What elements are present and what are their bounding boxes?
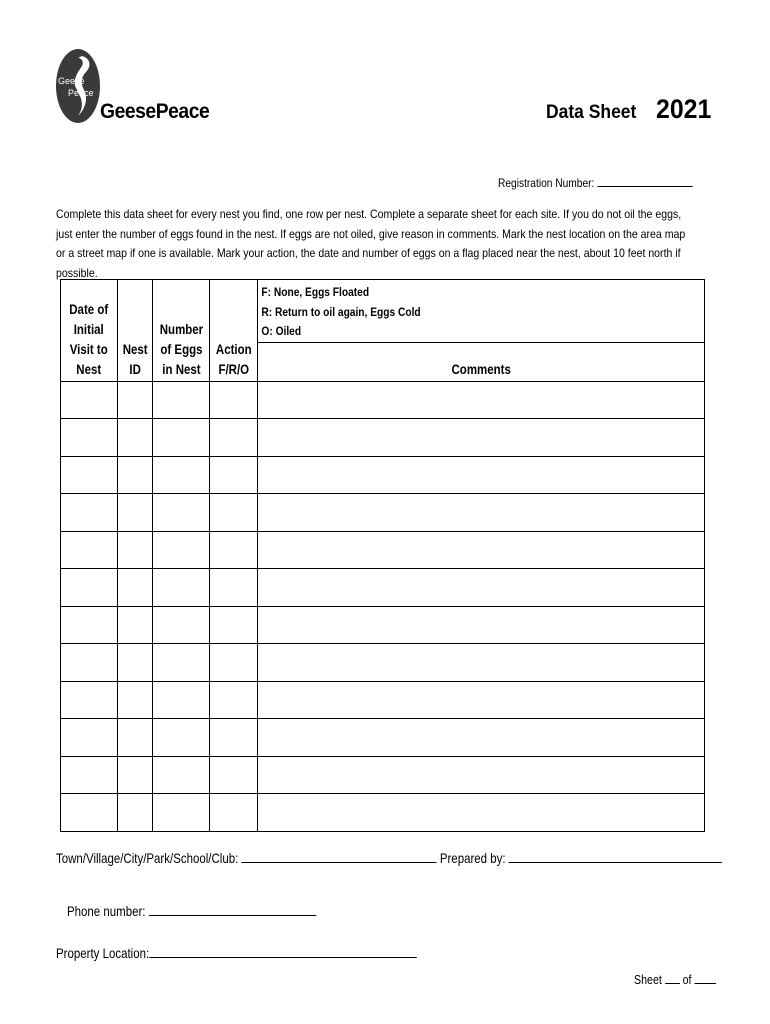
eggs-cell[interactable] <box>153 381 210 419</box>
prepared-label: Prepared by: <box>439 850 506 866</box>
table-row <box>61 756 705 794</box>
property-label: Property Location: <box>56 945 150 961</box>
comments-cell[interactable] <box>258 681 705 719</box>
phone-blank[interactable] <box>149 901 316 916</box>
nest-id-cell[interactable] <box>118 494 153 532</box>
eggs-cell[interactable] <box>153 794 210 832</box>
action-cell[interactable] <box>210 381 258 419</box>
date-cell[interactable] <box>61 569 118 607</box>
legend-o: O: Oiled <box>261 324 302 338</box>
nest-data-table <box>60 279 705 832</box>
table-row <box>61 719 705 757</box>
date-cell[interactable] <box>61 419 118 457</box>
comments-cell[interactable] <box>258 381 705 419</box>
eggs-cell[interactable] <box>153 606 210 644</box>
town-label: Town/Village/City/Park/School/Club: <box>56 850 239 866</box>
page-title: Data Sheet <box>546 102 637 123</box>
eggs-cell[interactable] <box>153 494 210 532</box>
registration-blank[interactable] <box>598 175 693 187</box>
phone-label: Phone number: <box>67 903 146 919</box>
comments-cell[interactable] <box>258 756 705 794</box>
comments-cell[interactable] <box>258 456 705 494</box>
property-blank[interactable] <box>149 943 416 958</box>
date-cell[interactable] <box>61 381 118 419</box>
date-cell[interactable] <box>61 456 118 494</box>
registration-number-field <box>498 175 693 190</box>
eggs-cell[interactable] <box>153 681 210 719</box>
comments-cell[interactable] <box>258 794 705 832</box>
col-header-action: Action F/R/O <box>210 280 258 382</box>
eggs-cell[interactable] <box>153 719 210 757</box>
table-row <box>61 494 705 532</box>
eggs-cell[interactable] <box>153 756 210 794</box>
eggs-cell[interactable] <box>153 456 210 494</box>
col-header-comments: Comments <box>258 342 705 381</box>
comments-cell[interactable] <box>258 644 705 682</box>
prepared-blank[interactable] <box>509 848 722 863</box>
nest-id-cell[interactable] <box>118 756 153 794</box>
nest-id-cell[interactable] <box>118 419 153 457</box>
col-header-eggs: Number of Eggs in Nest <box>153 280 210 382</box>
eggs-cell[interactable] <box>153 569 210 607</box>
action-cell[interactable] <box>210 419 258 457</box>
sheet-number-blank[interactable] <box>665 971 680 984</box>
legend-f: F: None, Eggs Floated <box>261 285 370 299</box>
table-row <box>61 606 705 644</box>
date-cell[interactable] <box>61 494 118 532</box>
table-row <box>61 569 705 607</box>
nest-id-cell[interactable] <box>118 681 153 719</box>
table-row <box>61 419 705 457</box>
sheet-counter <box>634 971 716 987</box>
table-row <box>61 381 705 419</box>
sheet-total-blank[interactable] <box>694 971 715 984</box>
brand-name: GeesePeace <box>100 100 210 123</box>
action-cell[interactable] <box>210 569 258 607</box>
date-cell[interactable] <box>61 794 118 832</box>
comments-cell[interactable] <box>258 531 705 569</box>
action-cell[interactable] <box>210 756 258 794</box>
col-header-nest-id: Nest ID <box>118 280 153 382</box>
action-cell[interactable] <box>210 606 258 644</box>
date-cell[interactable] <box>61 756 118 794</box>
logo-text-top: Geese <box>58 76 85 86</box>
nest-id-cell[interactable] <box>118 719 153 757</box>
action-cell[interactable] <box>210 719 258 757</box>
geesepeace-logo <box>56 48 100 124</box>
nest-id-cell[interactable] <box>118 456 153 494</box>
action-cell[interactable] <box>210 644 258 682</box>
col-header-date: Date of Initial Visit to Nest <box>61 280 118 382</box>
table-row <box>61 644 705 682</box>
eggs-cell[interactable] <box>153 531 210 569</box>
eggs-cell[interactable] <box>153 419 210 457</box>
table-row <box>61 681 705 719</box>
table-row <box>61 456 705 494</box>
date-cell[interactable] <box>61 644 118 682</box>
action-cell[interactable] <box>210 794 258 832</box>
property-field <box>56 943 416 961</box>
instructions: Complete this data sheet for every nest you find, one row per nest. Complete a separate sheet for each site. If you do not oil the eggs, just enter the number of eggs found in the nest. If eggs are not oiled, give reason in comments. Mark the nest location on the area map or a street map if one is available. Mark your action, the date and number of eggs on a flag placed near the nest, about 10 feet north if possible. <box>56 207 686 280</box>
comments-cell[interactable] <box>258 419 705 457</box>
nest-id-cell[interactable] <box>118 644 153 682</box>
year: 2021 <box>656 94 712 124</box>
table-row <box>61 794 705 832</box>
comments-cell[interactable] <box>258 494 705 532</box>
action-legend <box>258 280 705 343</box>
date-cell[interactable] <box>61 719 118 757</box>
of-label: of <box>682 972 692 987</box>
nest-id-cell[interactable] <box>118 531 153 569</box>
legend-r: R: Return to oil again, Eggs Cold <box>261 304 421 319</box>
comments-cell[interactable] <box>258 719 705 757</box>
town-blank[interactable] <box>241 848 436 863</box>
eggs-cell[interactable] <box>153 644 210 682</box>
phone-field <box>67 901 316 919</box>
nest-id-cell[interactable] <box>118 794 153 832</box>
action-cell[interactable] <box>210 681 258 719</box>
logo-text-bottom: Peace <box>68 88 94 98</box>
nest-id-cell[interactable] <box>118 381 153 419</box>
date-cell[interactable] <box>61 681 118 719</box>
sheet-label: Sheet <box>634 972 662 987</box>
date-cell[interactable] <box>61 606 118 644</box>
date-cell[interactable] <box>61 531 118 569</box>
nest-id-cell[interactable] <box>118 569 153 607</box>
registration-label: Registration Number: <box>498 176 595 190</box>
nest-id-cell[interactable] <box>118 606 153 644</box>
town-field <box>56 848 722 866</box>
action-cell[interactable] <box>210 531 258 569</box>
action-cell[interactable] <box>210 494 258 532</box>
table-row <box>61 531 705 569</box>
action-cell[interactable] <box>210 456 258 494</box>
comments-cell[interactable] <box>258 606 705 644</box>
comments-cell[interactable] <box>258 569 705 607</box>
